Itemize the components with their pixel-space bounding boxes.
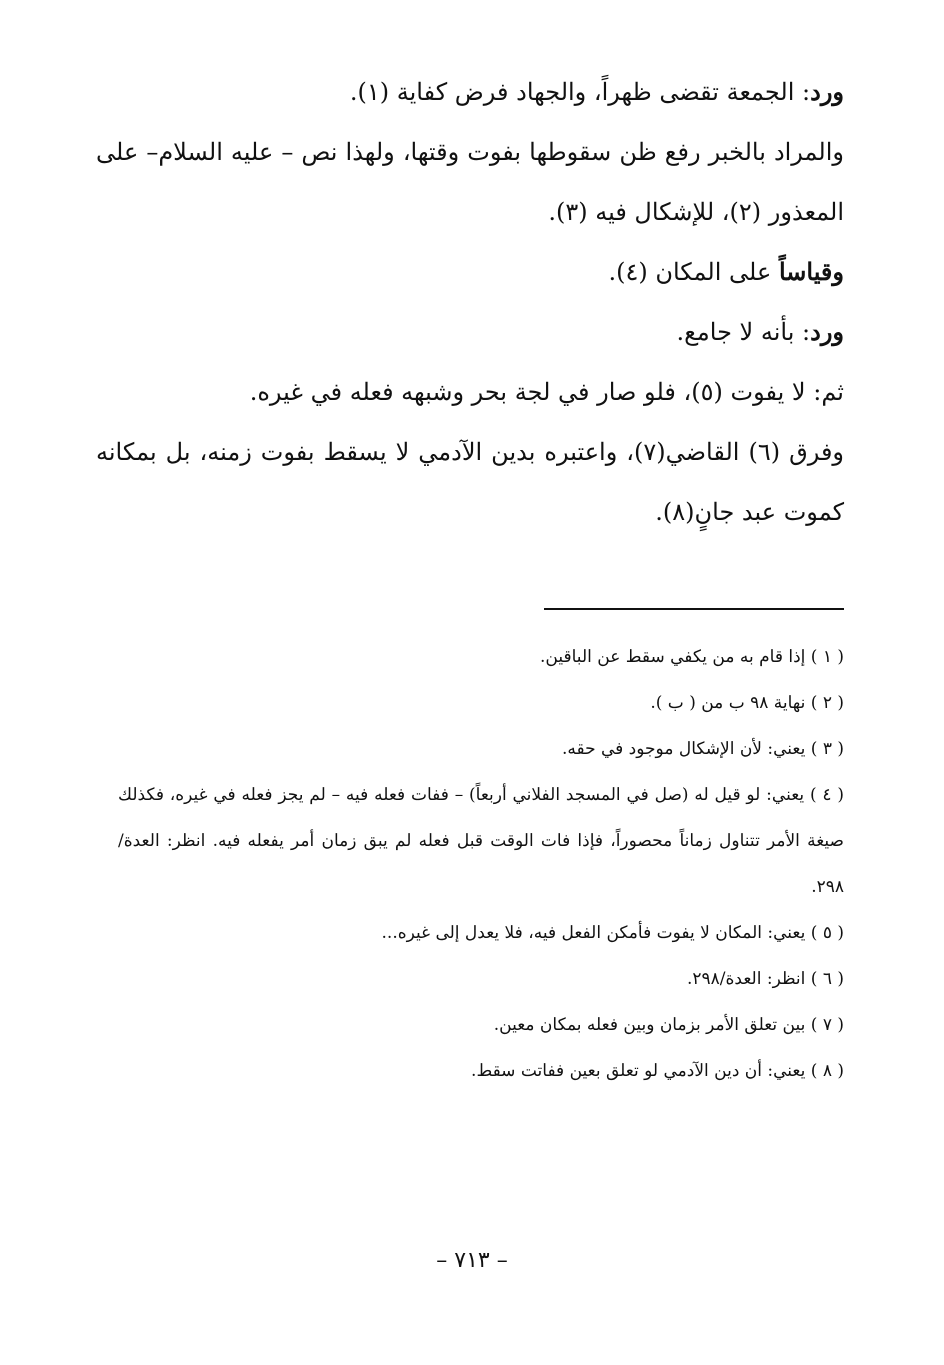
footnote-7: ( ٧ ) بين تعلق الأمر بزمان وبين فعله بمكان معين. xyxy=(493,1015,844,1035)
paragraph-1-text: : الجمعة تقضى ظهراً، والجهاد فرض كفاية (١). xyxy=(349,78,811,106)
footnote-1: ( ١ ) إذا قام به من يكفي سقط عن الباقين. xyxy=(540,647,844,667)
footnotes xyxy=(118,634,844,1094)
paragraph-5 xyxy=(96,362,844,422)
footnote-2: ( ٢ ) نهاية ٩٨ ب من ( ب ). xyxy=(650,693,844,713)
main-text xyxy=(96,62,844,542)
keyword-ward-2: ورد xyxy=(810,317,844,346)
page-number: – ٧١٣ – xyxy=(436,1248,508,1273)
keyword-qiyasan: وقياساً xyxy=(778,257,844,286)
footnote-8: ( ٨ ) يعني: أن دين الآدمي لو تعلق بعين ففاتت سقط. xyxy=(471,1061,844,1081)
footnote-3: ( ٣ ) يعني: لأن الإشكال موجود في حقه. xyxy=(561,739,844,759)
paragraph-6-text: وفرق (٦) القاضي(٧)، واعتبره بدين الآدمي لا يسقط بفوت زمنه، بل بمكانه كموت عبد جانٍ(٨). xyxy=(96,438,845,526)
paragraph-2 xyxy=(96,122,844,242)
paragraph-3-text: على المكان (٤). xyxy=(608,258,779,286)
footnote-separator xyxy=(544,608,844,610)
paragraph-6 xyxy=(96,422,844,542)
paragraph-3 xyxy=(96,242,844,302)
footnote-6: ( ٦ ) انظر: العدة/٢٩٨. xyxy=(686,969,844,989)
footnote-4: ( ٤ ) يعني: لو قيل له (صل في المسجد الفلاني أربعاً) – ففات فعله فيه – لم يجز فعله في غيره، فكذلك صيغة الأمر تتناول زماناً محصوراً، فإذا فات الوقت قبل فعله لم يبق زمان أمر يفعله فيه. انظر: العدة/٢٩٨. xyxy=(118,785,844,897)
paragraph-5-text: ثم: لا يفوت (٥)، فلو صار في لجة بحر وشبهه فعله في غيره. xyxy=(249,378,844,406)
paragraph-2-text: والمراد بالخبر رفع ظن سقوطها بفوت وقتها، ولهذا نص – عليه السلام– على المعذور (٢)، للإشكال فيه (٣). xyxy=(96,138,844,226)
keyword-ward-1: ورد xyxy=(810,77,844,106)
footnote-5: ( ٥ ) يعني: المكان لا يفوت فأمكن الفعل فيه، فلا يعدل إلى غيره... xyxy=(381,923,844,943)
paragraph-1 xyxy=(96,62,844,122)
paragraph-4-text: : بأنه لا جامع. xyxy=(676,318,811,346)
paragraph-4 xyxy=(96,302,844,362)
